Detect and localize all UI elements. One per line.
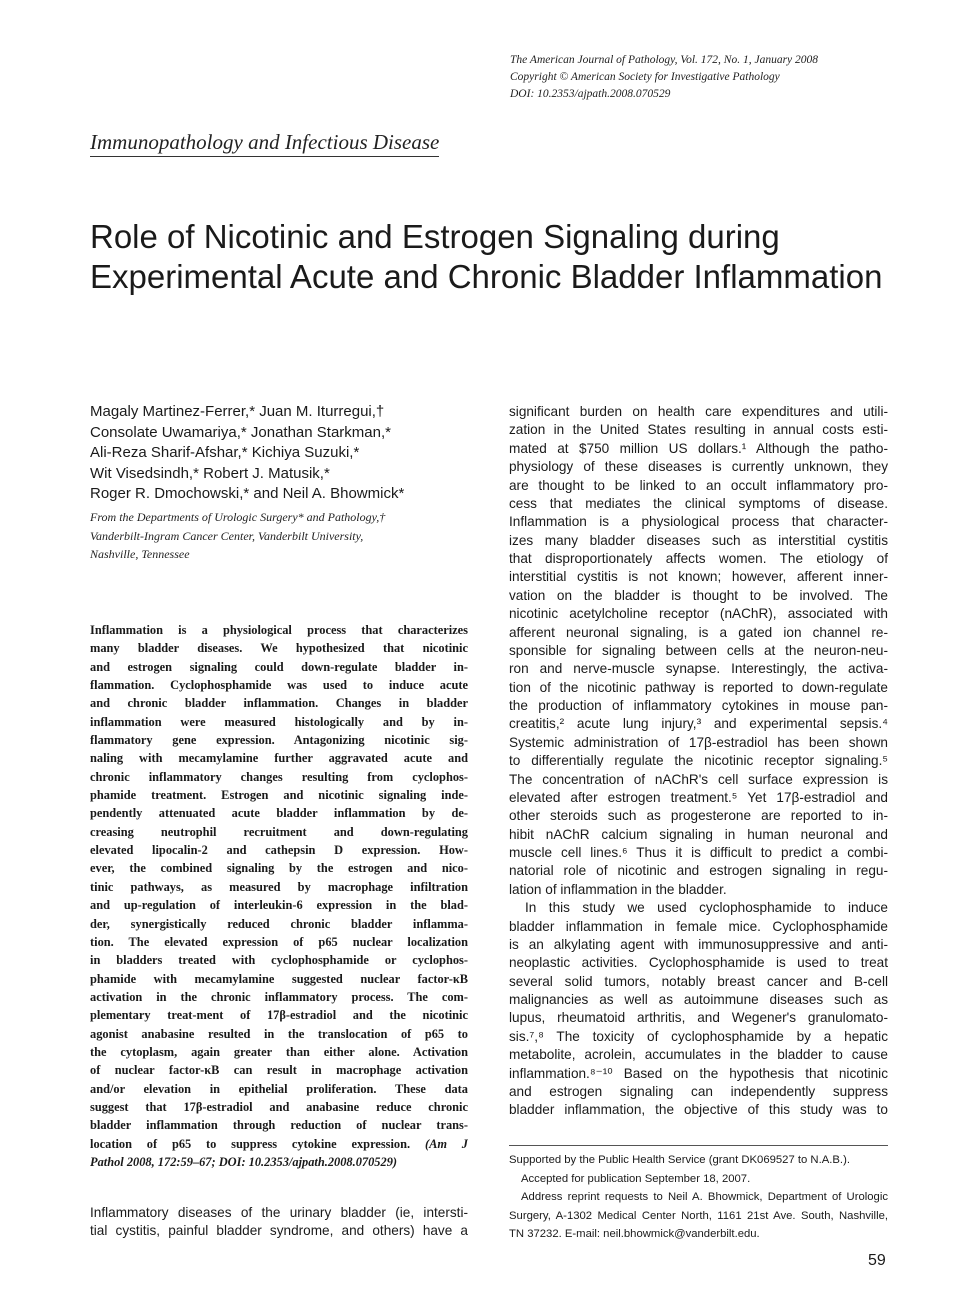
right-column-body [509,403,888,1120]
abstract-line: and up-regulation of interleukin-6 expression in the blad- [90,898,468,913]
abstract-citation: Pathol 2008, 172:59–67; DOI: 10.2353/ajpath.2008.070529) [90,1154,398,1169]
body-line: Inflammation is a physiological process that character- [509,514,888,530]
abstract-line: Inflammation is a physiological process that characterizes [90,623,468,637]
body-line: tion of the nicotinic pathway is reported to down-regulate [509,679,888,695]
author-line: Consolate Uwamariya,* Jonathan Starkman,* [90,423,391,441]
body-line: elevated after estrogen treatment.⁵ Yet 17β-estradiol and [509,789,888,805]
author-line: Roger R. Dmochowski,* and Neil A. Bhowmick* [90,485,405,503]
body-line: several solid tumors, notably breast cancer and B-cell [509,973,888,989]
abstract-line: der, synergistically reduced chronic bladder inflamma- [90,916,468,931]
abstract-line: flammatory gene expression. Antagonizing nicotinic sig- [90,733,468,748]
abstract-citation: (Am J [424,1136,468,1151]
abstract-line: plementary treat-ment of 17β-estradiol and the nicotinic [90,1008,468,1023]
abstract-line: naling with mecamylamine further aggravated acute and [90,751,468,766]
body-line: significant burden on health care expenditures and utili- [509,404,888,419]
body-line: vation on the bladder is thought to be involved. The [509,587,888,603]
body-line: lupus, rheumatoid arthritis, and Wegener's granulomato- [509,1010,888,1026]
abstract-line: and chronic bladder inflammation. Changes in bladder [90,696,468,711]
body-line: the production of inflammatory cytokines in mouse pan- [509,698,888,713]
body-line: hibit nAChR calcium signaling in human neuronal and [509,826,888,842]
title-line: Role of Nicotinic and Estrogen Signaling during [90,218,780,255]
abstract-line: of nuclear factor-κB can result in macrophage activation [90,1063,468,1078]
abstract-line: creasing neutrophil recruitment and down-regulating [90,824,468,839]
abstract-line: pendently attenuated acute bladder inflammation by de- [90,806,468,821]
body-line: afferent neuronal signaling, is a gated ion channel re- [509,624,888,640]
body-line: to differentially regulate the nicotinic receptor signaling.⁵ [509,753,888,769]
body-line: inflammation.⁸⁻¹⁰ Based on the hypothesis that nicotinic [509,1065,888,1081]
body-line: sponsible for signaling between cells at the neuron-neu- [509,642,888,658]
abstract [90,621,468,1171]
body-line: interstitial cystitis is not known; however, afferent inner- [509,569,888,585]
body-line: zation in the United States resulting in annual costs esti- [509,422,888,438]
body-line: izes many bladder diseases such as interstitial cystitis [509,532,888,548]
body-line: cess that mediates the clinical symptoms of disease. [509,495,888,511]
affiliation-line: Nashville, Tennessee [90,547,190,561]
footnote-divider [509,1145,888,1146]
intro-line: tial cystitis, painful bladder syndrome, and others) have a [90,1223,468,1239]
body-line: ron and nerve-muscle synapse. Interestingly, the activa- [509,661,888,677]
body-line: creatitis,² acute lung injury,³ and experimental sepsis.⁴ [509,716,888,732]
journal-doi: DOI: 10.2353/ajpath.2008.070529 [510,88,671,100]
footnotes [509,1151,888,1244]
body-line: other steroids such as progesterone are reported to in- [509,808,888,824]
body-line: Systemic administration of 17β-estradiol has been shown [509,734,888,750]
footnote-address-line: TN 37232. E-mail: neil.bhowmick@vanderbilt.edu. [509,1228,760,1241]
abstract-line: phamide with mecamylamine suggested nuclear factor-κB [90,971,468,986]
body-line: lation of inflammation in the bladder. [509,881,727,897]
abstract-line: bladder inflammation through reduction of nuclear trans- [90,1118,468,1133]
body-line: In this study we used cyclophosphamide to induce [525,900,888,916]
section-heading: Immunopathology and Infectious Disease [90,130,439,157]
page-number: 59 [868,1252,886,1269]
abstract-line: many bladder diseases. We hypothesized that nicotinic [90,641,468,656]
abstract-line: phamide treatment. Estrogen and nicotinic signaling inde- [90,788,468,803]
body-line: metabolite, acrolein, accumulates in the bladder to cause [509,1047,888,1063]
abstract-line: tinic pathways, as measured by macrophage infiltration [90,879,468,894]
author-line: Magaly Martinez-Ferrer,* Juan M. Iturregui,† [90,403,385,420]
abstract-line: inflammation were measured histologically and by in- [90,714,468,729]
introduction-start [90,1204,468,1241]
body-line: and estrogen signaling can independently suppress [509,1083,888,1099]
body-line: The concentration of nAChR's cell surface expression is [509,771,888,787]
affiliation [90,508,490,564]
abstract-line: in bladders treated with cyclophosphamide or cyclophos- [90,953,468,968]
author-line: Wit Visedsindh,* Robert J. Matusik,* [90,464,330,482]
body-line: malignancies as well as autoimmune diseases such as [509,992,888,1007]
abstract-line-with-citation [90,1135,468,1153]
abstract-line: suggest that 17β-estradiol and anabasine reduce chronic [90,1099,468,1114]
article-title [90,217,950,297]
author-line: Ali-Reza Sharif-Afshar,* Kichiya Suzuki,* [90,444,360,462]
abstract-line: agonist anabasine resulted in the translocation of p65 to [90,1026,468,1041]
abstract-line: and estrogen signaling could down-regulate bladder in- [90,659,468,674]
body-line: are thought to be linked to an occult inflammatory pro- [509,477,888,493]
footnote-address-line: Address reprint requests to Neil A. Bhowmick, Department of Urologic [521,1191,888,1204]
affiliation-line: Vanderbilt-Ingram Cancer Center, Vanderbilt University, [90,528,364,543]
footnote-accepted: Accepted for publication September 18, 2007. [521,1172,751,1185]
title-line: Experimental Acute and Chronic Bladder Inflammation [90,258,883,295]
journal-copyright: Copyright © American Society for Investigative Pathology [510,71,780,83]
body-line: mated at $750 million US dollars.¹ Although the patho- [509,440,888,456]
body-line: that disproportionately affects women. The etiology of [509,551,888,566]
abstract-line: location of p65 to suppress cytokine expression. [90,1136,411,1151]
abstract-line: ever, the combined signaling by the estrogen and nico- [90,861,468,876]
abstract-line: tion. The elevated expression of p65 nuclear localization [90,934,468,949]
body-line: is an alkylating agent with immunosuppressive and anti- [509,936,888,952]
body-line: bladder inflammation, the objective of this study was to [509,1102,888,1118]
journal-citation: The American Journal of Pathology, Vol. 172, No. 1, January 2008 [510,54,819,66]
footnote-support: Supported by the Public Health Service (grant DK069527 to N.A.B.). [509,1154,850,1166]
abstract-line: elevated lipocalin-2 and cathepsin D expression. How- [90,843,468,858]
abstract-line: and/or elevation in epithelial proliferation. These data [90,1081,468,1096]
abstract-line: activation in the chronic inflammatory process. The com- [90,989,468,1004]
abstract-line: flammation. Cyclophosphamide was used to induce acute [90,678,468,693]
abstract-line: the cytoplasm, again greater than either alone. Activation [90,1044,468,1059]
body-line: sis.⁷,⁸ The toxicity of cyclophosphamide by a hepatic [509,1028,888,1044]
author-list [90,402,490,505]
body-line: neoplastic activities. Cyclophosphamide is used to treat [509,955,888,971]
body-line: physiology of these diseases is currently unknown, they [509,459,888,475]
body-line: bladder inflammation in female mice. Cyclophosphamide [509,918,888,934]
body-line: natorial role of nicotinic and estrogen signaling in regu- [509,863,888,879]
abstract-line: chronic inflammatory changes resulting from cyclophos- [90,769,468,784]
affiliation-line: From the Departments of Urologic Surgery* and Pathology,† [90,510,386,524]
footnote-address-line: Surgery, A-1302 Medical Center North, 1161 21st Ave. South, Nashville, [509,1209,888,1222]
intro-line: Inflammatory diseases of the urinary bladder (ie, intersti- [90,1205,468,1220]
body-line: nicotinic acetylcholine receptor (nAChR), associated with [509,606,888,622]
journal-info [510,52,950,103]
body-line: muscle cell lines.⁶ Thus it is difficult to predict a combi- [509,845,888,860]
